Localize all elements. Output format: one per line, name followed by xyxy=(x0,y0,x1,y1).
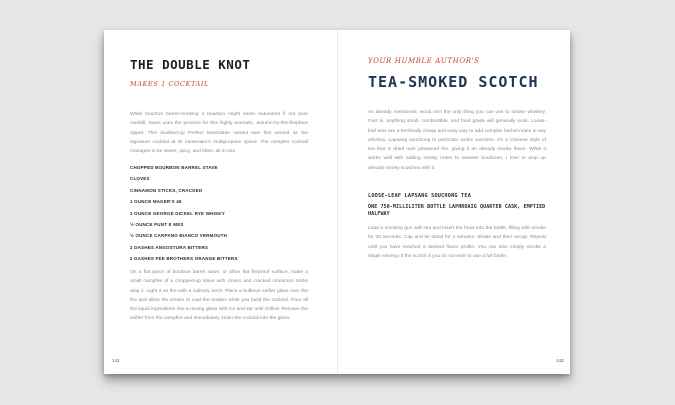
page-number-left: 142 xyxy=(112,358,120,363)
ingredient-item: 1 OUNCE GEORGE DICKEL RYE WHISKY xyxy=(130,210,225,216)
ingredient-item: 2 DASHES FEE BROTHERS ORANGE BITTERS xyxy=(130,256,238,262)
page-number-right: 143 xyxy=(556,358,564,363)
recipe-yield: MAKES 1 COCKTAIL xyxy=(130,80,209,88)
ingredient-item: 1 OUNCE MAKER'S 46 xyxy=(130,199,182,205)
ingredient-item: ½ OUNCE PUNT E MES xyxy=(130,221,184,227)
tea-ingredient: LOOSE-LEAF LAPSANG SOUCHONG TEA xyxy=(368,193,472,199)
ingredient-item: CHOPPED BOURBON BARREL STAVE xyxy=(130,165,218,170)
right-page xyxy=(338,30,570,374)
recipe-directions-right: Load a smoking gun with tea and insert the hose into the bottle, filling with smoke for 30 seconds. Cap and let stand for 4 minutes. Shake and then uncap. Repeat until you have reached a desired flavor profile. You can also simply smoke a single serving of the scotch if you do not wish to use a full bottle. xyxy=(368,226,546,259)
ingredient-item: ½ OUNCE CARPANO BIANCO VERMOUTH xyxy=(130,233,228,239)
scotch-ingredient: ONE 750-MILLILITER BOTTLE LAPHROAIG QUARTER CASK, EMPTIED HALFWAY xyxy=(368,204,546,217)
recipe-title-left: THE DOUBLE KNOT xyxy=(130,57,251,72)
ingredient-list xyxy=(130,162,238,265)
ingredient-item: CINNAMON STICKS, CRACKED xyxy=(130,187,203,193)
ingredient-item: 2 DASHES ANGOSTURA BITTERS xyxy=(130,244,209,250)
recipe-directions-left: On a flat piece of bourbon barrel stave, or other flat fireproof surface, make a small campfire of a chopped-up stave with cloves and cracked cinnamon sticks atop it. Light it on fire with a culinary torch. Place a bulbous snifter glass over the fire and allow the smoke to coat the insides while you build the cocktail. Pour all the liquid ingredients into a mixing glass with ice and stir until chilled. Remove the snifter from the campfire and immediately strain the cocktail into the glass. xyxy=(130,270,308,322)
ingredient-item: CLOVES xyxy=(130,176,150,182)
recipe-kicker: YOUR HUMBLE AUTHOR'S xyxy=(368,57,480,65)
recipe-intro-right: As already mentioned, wood isn't the only thing you can use to smoke whiskey. Fact is, anything small, combustible, and food grade will generally work. Loose-leaf teas are a terrifically cheap and easy way to add complex herbal notes to any whiskey. Lapsang souchong in particular works wonders. It's a Chinese style of tea that is dried over pinewood fire, giving it an already smoky flavor. While it works well with adding smoky notes to sweeter bourbons, I love to amp up already smoky scotches with it. xyxy=(368,110,546,171)
recipe-title-right: TEA-SMOKED SCOTCH xyxy=(368,73,539,91)
open-book-spread xyxy=(104,30,570,374)
left-page xyxy=(104,30,337,374)
recipe-intro-left: While bourbon barrel-smoking a bourbon might seem redundant if not pure overkill, Davis uses the process for this highly aromatic, autumn-by-the-fireplace sipper. This doubled-up Perfect Manhattan variant was first served as the signature cocktail at its namesake's multipurpose space. The complex cocktail manages to be sweet, spicy, and bitter, all in one. xyxy=(130,112,308,155)
